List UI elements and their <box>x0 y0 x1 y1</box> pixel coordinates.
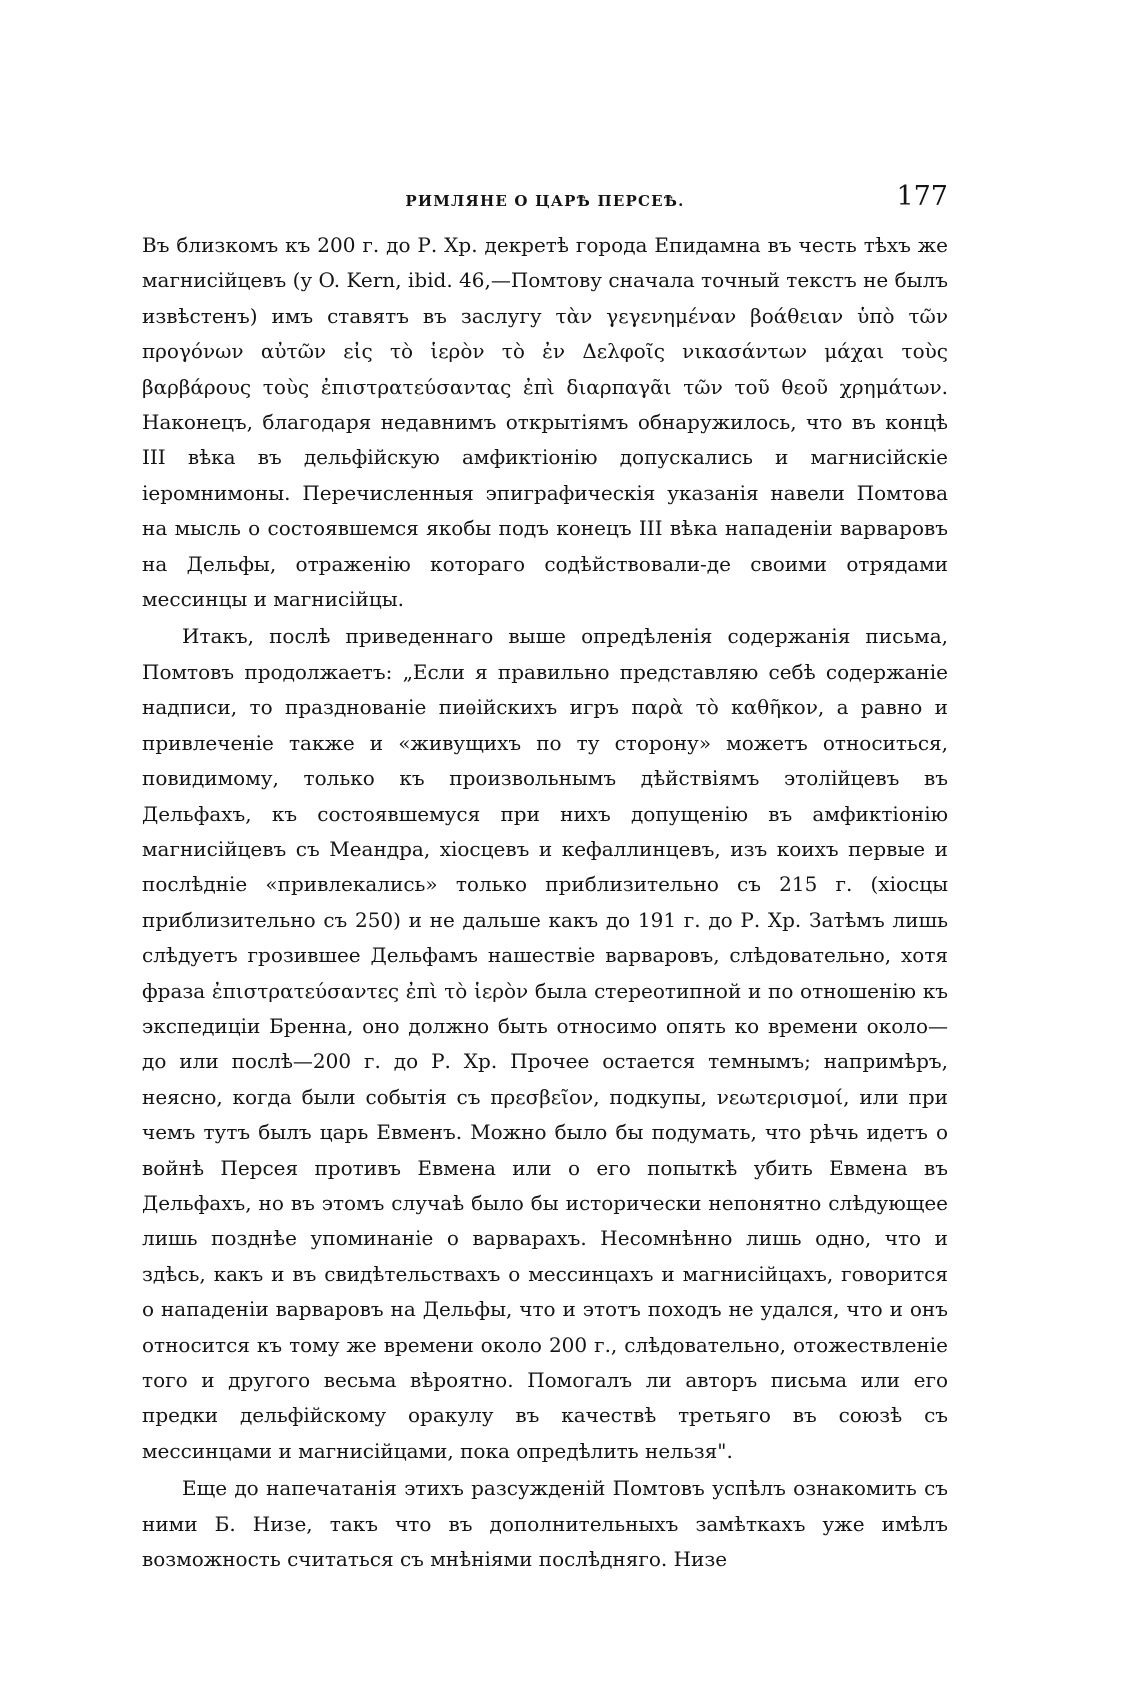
page-header <box>142 182 948 222</box>
page-number: 177 <box>896 181 948 212</box>
body-text <box>142 228 948 1577</box>
paragraph-2: Итакъ, послѣ приведеннаго выше опредѣленія содержанія письма, Помтовъ продолжаетъ: „Если я правильно представляю себѣ содержаніе надписи, то празднованіе пиѳійскихъ игръ παρὰ τὸ καθῆκον, а равно и привлеченіе также и «живущихъ по ту сторону» можетъ относиться, повидимому, только къ произвольнымъ дѣйствіямъ этолійцевъ въ Дельфахъ, къ состоявшемуся при нихъ допущенію въ амфиктіонію магнисійцевъ съ Меандра, хіосцевъ и кефаллинцевъ, изъ коихъ первые и послѣдніе «привлекались» только приблизительно съ 215 г. (хіосцы приблизительно съ 250) и не дальше какъ до 191 г. до Р. Хр. Затѣмъ лишь слѣдуетъ грозившее Дельфамъ нашествіе варваровъ, слѣдовательно, хотя фраза ἐπιστρατεύσαντες ἐπὶ τὸ ἱερὸν была стереотипной и по отношенію къ экспедиціи Бренна, оно должно быть относимо опять ко времени около—до или послѣ—200 г. до Р. Хр. Прочее остается темнымъ; напримѣръ, неясно, когда были событія съ πρεσβεῖον, подкупы, νεωτερισμοί, или при чемъ тутъ былъ царь Евменъ. Можно было бы подумать, что рѣчь идетъ о войнѣ Персея противъ Евмена или о его попыткѣ убить Евмена въ Дельфахъ, но въ этомъ случаѣ было бы исторически непонятно слѣдующее лишь позднѣе упоминаніе о варварахъ. Несомнѣнно лишь одно, что и здѣсь, какъ и въ свидѣтельствахъ о мессинцахъ и магнисійцахъ, говорится о нападеніи варваровъ на Дельфы, что и этотъ походъ не удался, что и онъ относится къ тому же времени около 200 г., слѣдовательно, отожествленіе того и другого весьма вѣроятно. Помогалъ ли авторъ письма или его предки дельфійскому оракулу въ качествѣ третьяго въ союзѣ съ мессинцами и магнисійцами, пока опредѣлить нельзя". <box>142 624 948 1463</box>
book-page <box>142 182 948 1577</box>
running-head: РИМЛЯНЕ О ЦАРѢ ПЕРСЕѢ. <box>405 192 685 210</box>
paragraph-3: Еще до напечатанія этихъ разсужденій Помтовъ успѣлъ ознакомить съ ними Б. Низе, такъ что въ дополнительныхъ замѣткахъ уже имѣлъ возможность считаться съ мнѣніями послѣдняго. Низе <box>142 1476 948 1572</box>
paragraph-1: Въ близкомъ къ 200 г. до Р. Хр. декретѣ города Епидамна въ честь тѣхъ же магнисійцевъ (у O. Kern, ibid. 46,—Помтову сначала точный текстъ не былъ извѣстенъ) имъ ставятъ въ заслугу τὰν γεγενημέναν βοάθειαν ὑπὸ τῶν προγόνων αὐτῶν εἰς τὸ ἱερὸν τὸ ἐν Δελφοῖς νικασάντων μάχαι τοὺς βαρβάρους τοὺς ἐπιστρατεύσαντας ἐπὶ διαρπαγᾶι τῶν τοῦ θεοῦ χρημάτων. Наконецъ, благодаря недавнимъ открытіямъ обнаружилось, что въ концѣ III вѣка въ дельфійскую амфиктіонію допускались и магнисійскіе іеромнимоны. Перечисленныя эпиграфическія указанія навели Помтова на мысль о состоявшемся якобы подъ конецъ III вѣка нападеніи варваровъ на Дельфы, отраженію котораго содѣйствовали-де своими отрядами мессинцы и магнисійцы. <box>142 233 948 612</box>
